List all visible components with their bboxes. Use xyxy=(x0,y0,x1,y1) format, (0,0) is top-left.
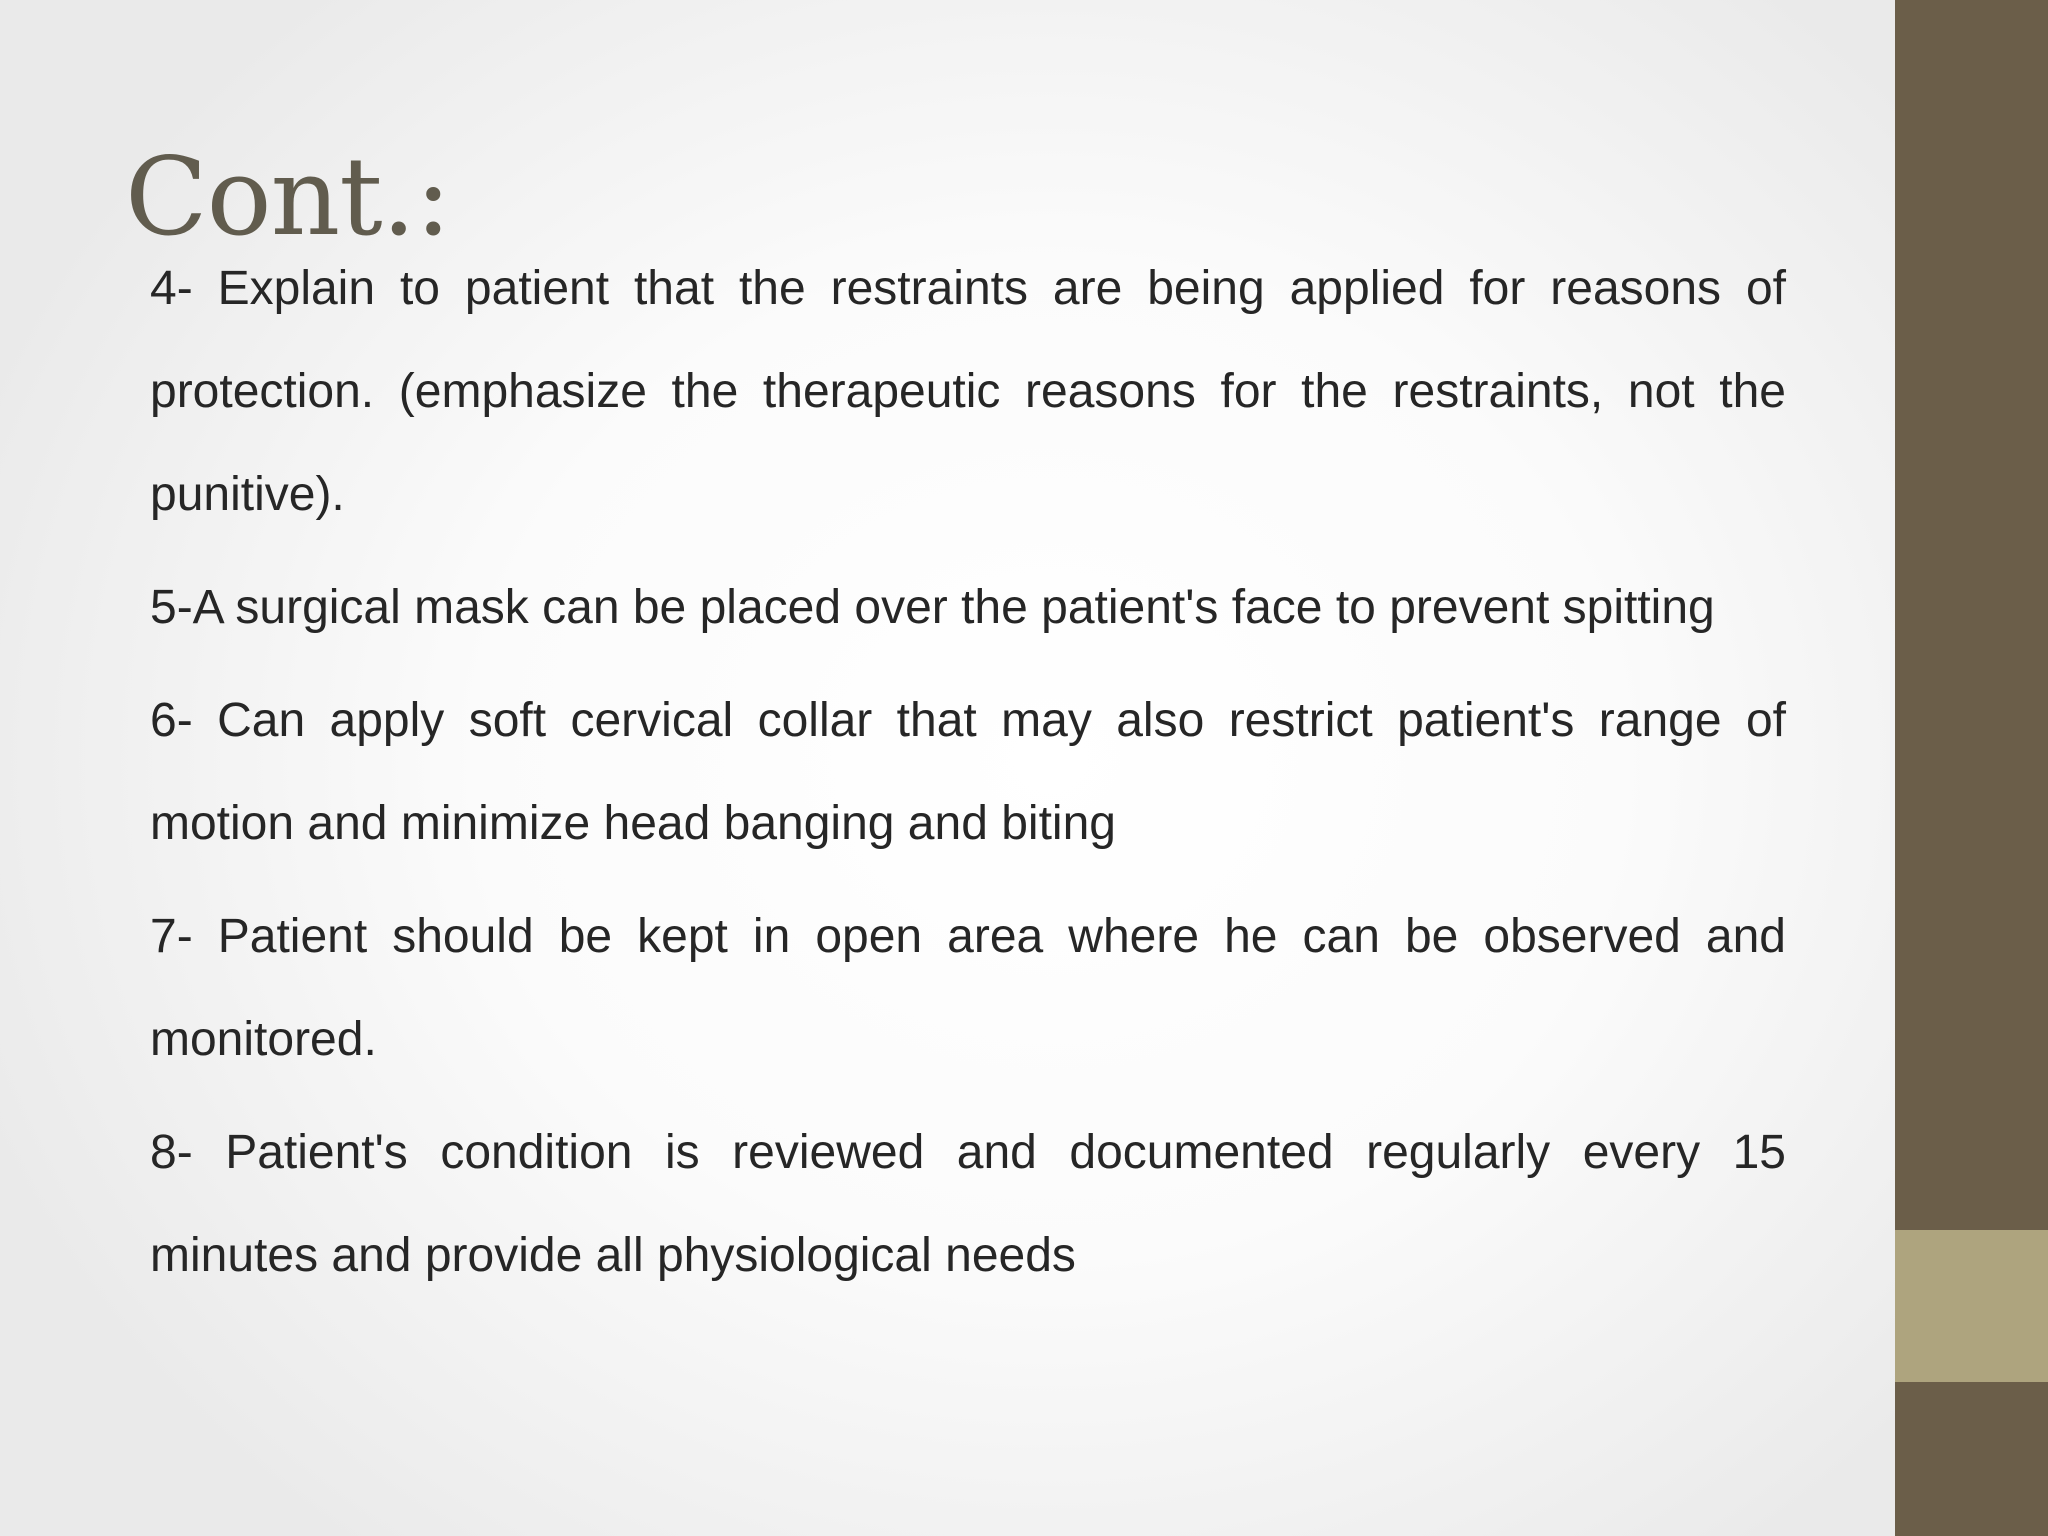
paragraph-step-7: 7- Patient should be kept in open area where he can be observed and monitored. xyxy=(150,910,1786,1066)
slide-title: Cont.: xyxy=(125,135,451,260)
slide-body xyxy=(150,237,1786,1317)
paragraph-step-6: 6- Can apply soft cervical collar that may also restrict patient's range of motion and minimize head banging and biting xyxy=(150,694,1786,850)
paragraph-step-4: 4- Explain to patient that the restraints are being applied for reasons of protection. (emphasize the therapeutic reasons for the restraints, not the punitive). xyxy=(150,262,1786,521)
paragraph-step-8: 8- Patient's condition is reviewed and documented regularly every 15 minutes and provide all physiological needs xyxy=(150,1126,1786,1282)
sidebar-accent-block xyxy=(1895,1230,2048,1382)
paragraph-step-5: 5-A surgical mask can be placed over the patient's face to prevent spitting xyxy=(150,581,1715,634)
